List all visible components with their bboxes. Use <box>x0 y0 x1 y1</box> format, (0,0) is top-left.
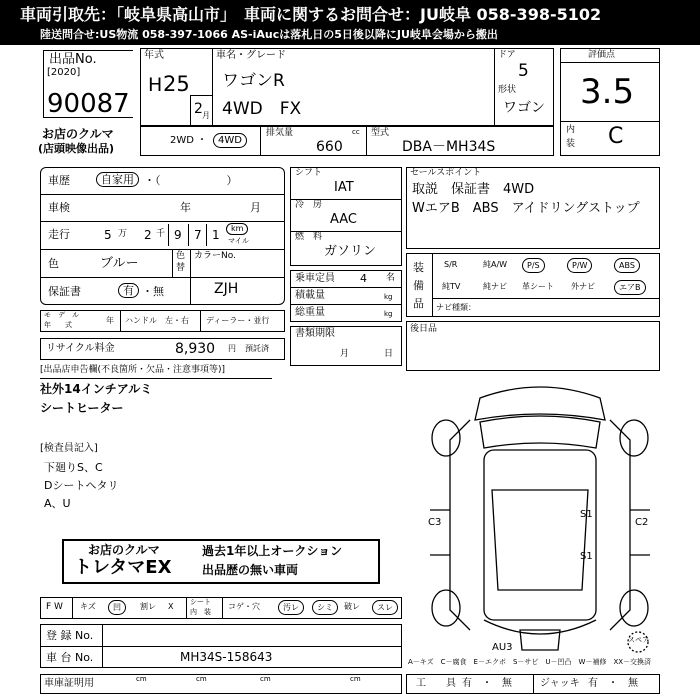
cert-mark-4: cm <box>350 675 361 683</box>
model-grade: 4WD FX <box>222 99 302 119</box>
drive-sep: ・ <box>197 135 207 146</box>
equipment-ext-nav: 外ナビ <box>571 282 595 291</box>
equipment-alloy: 純A/W <box>483 260 508 269</box>
diagram-mark-c2: C2 <box>635 517 649 528</box>
color-change-2: 替 <box>176 263 186 273</box>
diagram-mark-s1-bottom: S1 <box>580 551 593 562</box>
recycle-value: 8,930 <box>175 341 216 357</box>
jack-value: 有 ・ 無 <box>588 678 638 689</box>
inspector-note-3: A、U <box>44 497 71 510</box>
cert-label: 車庫証明用 <box>44 678 94 689</box>
displacement-unit: cc <box>352 128 360 136</box>
shop-car-label: お店のクルマ <box>42 127 114 141</box>
color-label: 色 <box>48 257 59 270</box>
defect-dirt: 汚レ <box>278 600 304 615</box>
sales-point-label: セールスポイント <box>410 168 482 178</box>
displacement-label: 排気量 <box>266 128 294 138</box>
shift-label: シフト <box>295 168 323 178</box>
interior-label-1: 内 <box>566 125 576 135</box>
recycle-note: 預託済 <box>245 344 269 353</box>
year-value: 25 <box>163 72 190 96</box>
cert-row <box>40 674 402 694</box>
note-2: シートヒーター <box>40 401 124 415</box>
defect-wear: スレ <box>372 600 398 615</box>
listing-label: 出品No. <box>49 52 97 67</box>
model-year-dealer: ディーラー・並行 <box>206 316 270 325</box>
defect-scratch: キズ <box>80 602 96 611</box>
mileage-d7: 1 <box>212 228 220 242</box>
warranty-label: 保証書 <box>48 285 81 298</box>
cert-mark-2: cm <box>196 675 207 683</box>
year-month-unit: 月 <box>202 111 210 120</box>
chassis-value: MH34S-158643 <box>180 650 273 664</box>
history-value: 自家用 <box>96 172 139 187</box>
banner-line-1: 過去1年以上オークション <box>202 544 343 558</box>
car-diagram <box>410 380 670 665</box>
score-value: 3.5 <box>580 72 635 112</box>
tools-value: 有 ・ 無 <box>462 678 512 689</box>
inspection-label: 車検 <box>48 201 70 214</box>
defect-x: X <box>168 602 174 611</box>
equipment-ps: P/S <box>522 258 545 273</box>
cert-mark-3: cm <box>260 675 271 683</box>
mileage-d6: 7 <box>194 228 202 242</box>
diagram-mark-c3: C3 <box>428 517 442 528</box>
score-label: 評価点 <box>588 50 616 60</box>
interior-label-2: 装 <box>566 139 576 149</box>
doc-deadline-month: 月 <box>340 349 350 359</box>
doc-deadline-day: 日 <box>384 349 394 359</box>
diagram-mark-s1-top: S1 <box>580 509 593 520</box>
ac-label: 冷 房 <box>295 200 323 210</box>
shape-label: 形状 <box>498 85 517 95</box>
mileage-d3: 2 <box>144 228 152 242</box>
mileage-unit-mile: マイル <box>228 237 249 245</box>
model-year-year: 年 <box>106 316 114 325</box>
defect-stain: シミ <box>312 600 338 615</box>
defect-seat-label: シート <box>190 598 211 606</box>
recycle-label: リサイクル料金 <box>46 343 115 354</box>
fuel-label: 燃 料 <box>295 232 323 242</box>
mileage-d2: 万 <box>118 229 128 239</box>
equipment-label-3: 品 <box>413 297 424 310</box>
equipment-label-1: 装 <box>413 261 424 274</box>
equipment-abs: ABS <box>614 258 640 273</box>
diagram-spare: スペア <box>628 636 649 644</box>
later-items-label: 後日品 <box>410 324 438 334</box>
equipment-label-2: 備 <box>413 279 424 292</box>
listing-number: 90087 <box>47 89 130 119</box>
tools-label: 工 具 <box>416 678 456 689</box>
weight-label: 総重量 <box>295 307 325 318</box>
equipment-tv: 純TV <box>442 282 461 291</box>
type-value: DBA－MH34S <box>402 139 496 155</box>
sales-point-line-2: WエアB ABS アイドリングストップ <box>412 201 640 216</box>
shop-car-sublabel: (店頭映像出品) <box>38 142 115 155</box>
type-label: 型式 <box>371 128 390 138</box>
header-bar <box>0 0 700 45</box>
capacity-unit: 名 <box>386 273 396 283</box>
jack-label: ジャッキ <box>540 678 580 689</box>
recycle-unit: 円 <box>228 344 236 353</box>
equipment-nav: 純ナビ <box>483 282 507 291</box>
model-year-label-2: 年 式 <box>44 321 72 329</box>
capacity-value: 4 <box>360 272 367 285</box>
header-line-1: 車両引取先：「岐阜県高山市」 車両に関するお問合せ：JU岐阜 058-398-5102 <box>20 5 602 24</box>
color-code: ZJH <box>214 281 239 297</box>
equipment-leather: 革シート <box>522 282 554 291</box>
defects-fw: F W <box>46 602 63 612</box>
weight-unit: kg <box>384 310 393 318</box>
warranty-yes: 有 <box>118 283 139 298</box>
model-year-handle: ハンドル 左・右 <box>125 316 189 325</box>
defect-interior-label: 内 装 <box>190 608 211 616</box>
sales-point-line-1: 取説 保証書 4WD <box>412 182 535 197</box>
year-era: H <box>148 74 163 96</box>
doors-label: ドア <box>498 50 516 60</box>
drive-2wd: 2WD <box>170 135 194 146</box>
later-items-box <box>406 321 660 371</box>
listing-box <box>43 50 133 125</box>
inspection-month: 月 <box>250 201 261 214</box>
cert-mark-1: cm <box>136 675 147 683</box>
diagram-mark-au3: AU3 <box>492 642 513 653</box>
equipment-airbag: エアB <box>614 280 646 295</box>
defect-burn: コゲ・穴 <box>228 602 260 611</box>
displacement-value: 660 <box>316 139 343 155</box>
header-line-2: 陸送問合せ:US物流 058-397-1066 AS-iAucは落札日の5日後以降にJU岐阜会場から搬出 <box>40 28 498 41</box>
color-change-1: 色 <box>176 251 186 261</box>
equipment-pw: P/W <box>567 258 592 273</box>
defect-tear: 破レ <box>344 602 360 611</box>
banner-brand: トレタマEX <box>74 557 172 578</box>
defect-crack: 割レ <box>140 602 156 611</box>
drive-4wd: 4WD <box>213 133 247 148</box>
year-label: 年式 <box>144 50 164 61</box>
doc-deadline-label: 書類期限 <box>295 328 335 339</box>
equipment-sr: S/R <box>444 260 458 269</box>
capacity-label: 乗車定員 <box>295 273 335 284</box>
reg-label: 登 録 No. <box>46 629 94 642</box>
mileage-d5: 9 <box>174 228 182 242</box>
model-name: ワゴンR <box>222 71 285 91</box>
defect-dent: 凹 <box>108 600 126 615</box>
warranty-no: ・無 <box>142 285 164 298</box>
load-label: 積載量 <box>295 290 325 301</box>
color-value: ブルー <box>100 256 139 271</box>
inspector-header: [検査員記入] <box>40 443 98 454</box>
mileage-label: 走行 <box>48 228 70 241</box>
diagram-legend: A－キズ C－腐食 E－エクボ S－サビ U－凹凸 W－補修 XX－交換済 <box>408 658 652 666</box>
listing-code: [2020] <box>47 67 81 78</box>
model-label: 車名・グレード <box>216 50 286 61</box>
inspector-note-1: 下廻りS、C <box>44 461 103 474</box>
notes-header: [出品店申告欄(不良箇所・欠品・注意事項等)] <box>40 365 226 375</box>
mileage-d4: 千 <box>156 229 166 239</box>
mileage-unit-km: km <box>231 224 244 233</box>
fuel-value: ガソリン <box>324 244 377 259</box>
history-rest: ・（ ） <box>144 174 238 187</box>
banner-line-2: 出品歴の無い車両 <box>202 563 299 577</box>
chassis-label: 車 台 No. <box>46 651 94 664</box>
doors-value: 5 <box>518 61 529 81</box>
inspector-note-2: Dシートヘタリ <box>44 479 119 492</box>
ac-value: AAC <box>330 212 357 227</box>
inspection-year: 年 <box>180 201 191 214</box>
model-year-label-1: モ デ ル <box>44 311 79 319</box>
load-unit: kg <box>384 293 393 301</box>
equipment-nav-type: ナビ種類： <box>436 303 476 312</box>
note-1: 社外14インチアルミ <box>40 382 153 396</box>
shape-value: ワゴン <box>503 100 545 116</box>
banner-shop: お店のクルマ <box>88 543 160 557</box>
history-label: 車歴 <box>48 174 70 187</box>
shift-value: IAT <box>334 180 354 195</box>
mileage-d1: 5 <box>104 228 112 242</box>
color-code-label: カラーNo. <box>194 251 236 261</box>
interior-value: C <box>608 124 624 149</box>
year-month: 2 <box>194 101 203 117</box>
